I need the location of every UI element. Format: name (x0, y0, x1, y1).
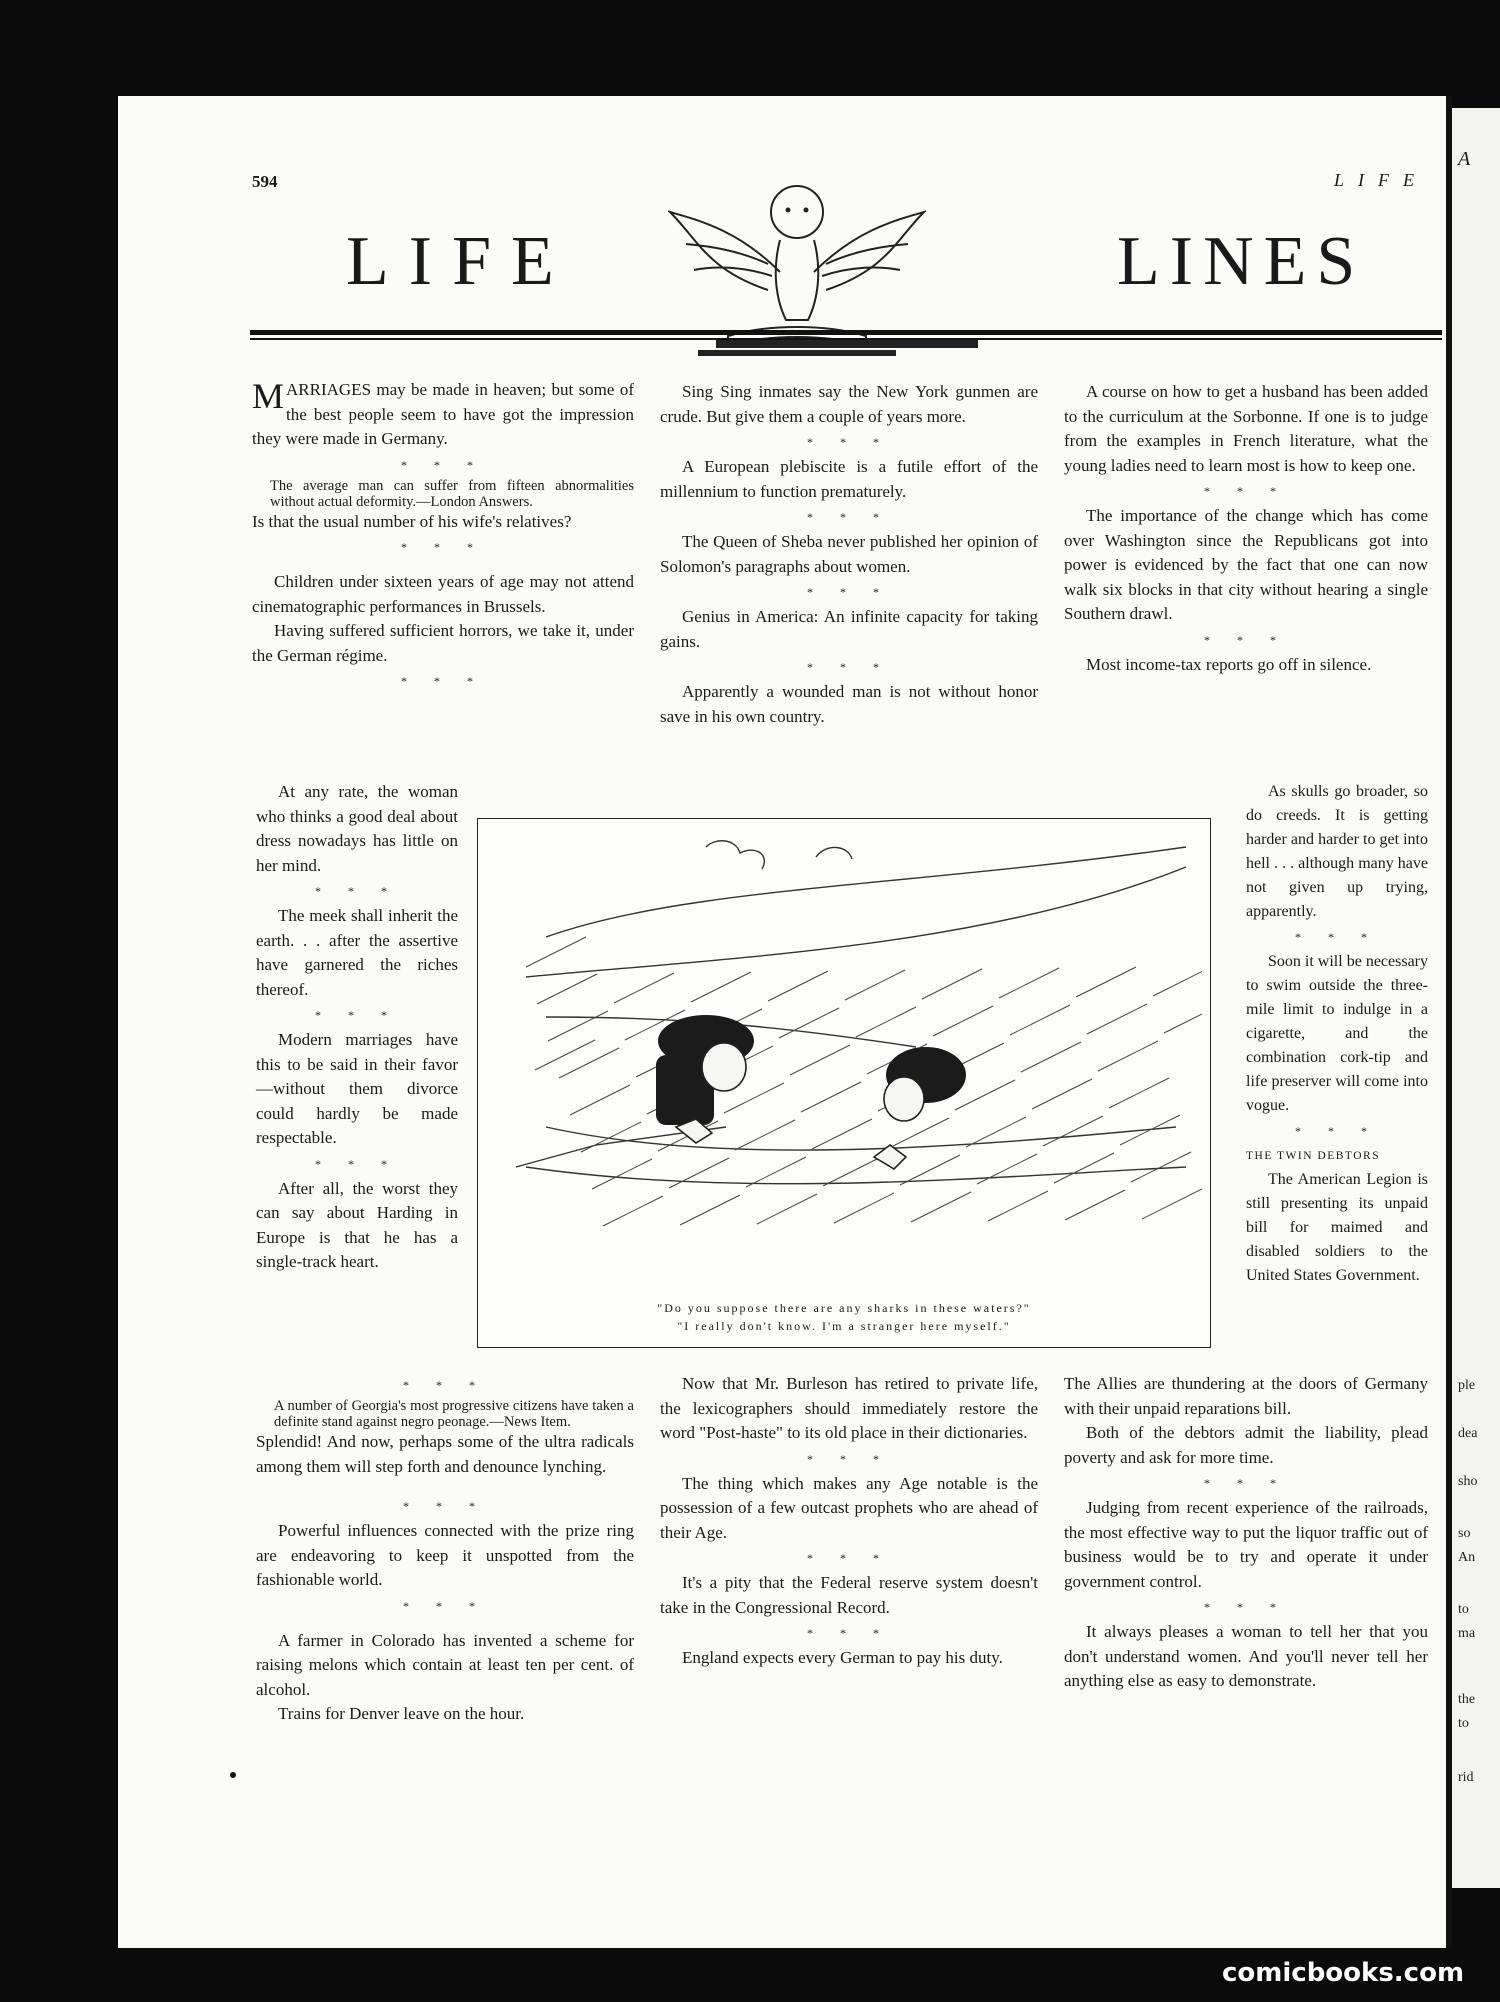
paragraph: Genius in America: An infinite capacity for taking gains. (660, 607, 1038, 651)
separator-stars: * * * (315, 884, 399, 898)
hatch-stroke (779, 1008, 839, 1038)
hatch-stroke (999, 968, 1059, 998)
quoted-item: The average man can suffer from fifteen abnormalities without actual deformity.—London Answers. (270, 477, 634, 510)
paragraph: Children under sixteen years of age may not attend cinematographic performances in Brussels. (252, 572, 634, 616)
paragraph: Apparently a wounded man is not without honor save in his own country. (660, 682, 1038, 726)
paragraph: Sing Sing inmates say the New York gunmen are crude. But give them a couple of years more. (660, 382, 1038, 426)
hatch-stroke (812, 1119, 872, 1149)
cartoon-caption-line-2: "I really don't know. I'm a stranger here myself." (677, 1319, 1011, 1333)
paragraph: England expects every German to pay his duty. (682, 1648, 1003, 1667)
hatch-stroke (526, 937, 586, 967)
hatch-stroke (757, 1194, 817, 1224)
adjacent-fragment: the (1458, 1692, 1476, 1707)
quoted-item: A number of Georgia's most progressive citizens have taken a definite stand against negro peonage.—News Item. (274, 1398, 634, 1430)
hatch-stroke (1142, 1189, 1202, 1219)
paragraph: Is that the usual number of his wife's relatives? (252, 511, 572, 531)
hatch-stroke (1164, 1003, 1202, 1033)
hatch-stroke (977, 1154, 1037, 1184)
column-1-narrow (256, 780, 458, 1275)
adjacent-fragment: ple (1458, 1378, 1476, 1393)
separator-stars: * * * (1204, 1476, 1288, 1490)
masthead-right: LINES (1117, 223, 1366, 300)
hatch-stroke (581, 1122, 641, 1152)
adjacent-fragment: to (1458, 1716, 1469, 1731)
hatch-stroke (988, 1191, 1048, 1221)
hatch-stroke (535, 1040, 595, 1070)
masthead-left: LIFE (346, 223, 574, 300)
hatch-stroke (1010, 1005, 1070, 1035)
separator-stars: * * * (1204, 632, 1288, 647)
separator-stars: * * * (807, 660, 891, 674)
hatch-stroke (823, 1156, 883, 1186)
paragraph: The Queen of Sheba never published her opinion of Solomon's paragraphs about women. (660, 532, 1038, 576)
section-heading: THE TWIN DEBTORS (1246, 1150, 1381, 1162)
hatch-stroke (592, 1159, 652, 1189)
adjacent-fragment: rid (1458, 1770, 1474, 1785)
hatch-stroke (1032, 1079, 1092, 1109)
separator-stars: * * * (1204, 1600, 1288, 1614)
separator-stars: * * * (807, 585, 891, 599)
paragraph: ARRIAGES may be made in heaven; but some of the best people seem to have got the impression they were made in Germany. (252, 380, 634, 448)
hatch-stroke (570, 1085, 630, 1115)
hatch-stroke (1087, 1004, 1147, 1034)
hatch-stroke (933, 1006, 993, 1036)
hatch-stroke (1065, 1190, 1125, 1220)
hatch-stroke (559, 1048, 619, 1078)
adjacent-fragment: ma (1458, 1626, 1476, 1641)
paragraph: The American Legion is still presenting its unpaid bill for maimed and disabled soldiers to the United States Government. (1246, 1171, 1428, 1284)
hatch-stroke (845, 970, 905, 1000)
paragraph: Both of the debtors admit the liability, plead poverty and ask for more time. (1064, 1423, 1428, 1467)
running-head: LIFE (1334, 170, 1428, 190)
paragraph: A farmer in Colorado has invented a scheme for raising melons which contain at least ten per cent. of alcohol. (256, 1630, 634, 1699)
hatch-stroke (790, 1045, 850, 1075)
hatch-stroke (856, 1007, 916, 1037)
adjacent-fragment: to (1458, 1602, 1469, 1617)
column-3-upper (1064, 380, 1428, 677)
scan-speck (230, 1772, 236, 1778)
hatch-stroke (922, 969, 982, 999)
paragraph: The meek shall inherit the earth. . . after the assertive have garnered the riches thereof. (256, 906, 458, 999)
separator-stars: * * * (1295, 1124, 1379, 1138)
separator-stars: * * * (403, 1378, 487, 1392)
hatch-stroke (1109, 1078, 1169, 1108)
separator-stars: * * * (403, 1499, 487, 1513)
hatch-stroke (1021, 1042, 1081, 1072)
separator-stars: * * * (401, 457, 485, 472)
hatch-stroke (955, 1080, 1015, 1110)
separator-stars: * * * (807, 1551, 891, 1565)
column-2-lower (660, 1372, 1038, 1671)
cartoon-illustration (477, 818, 1211, 1348)
hatch-stroke (1098, 1041, 1158, 1071)
cartoon-drawing (486, 827, 1202, 1287)
hatch-stroke (911, 1192, 971, 1222)
separator-stars: * * * (807, 1626, 891, 1640)
hatch-stroke (548, 1011, 608, 1041)
paragraph: Having suffered sufficient horrors, we take it, under the German régime. (252, 621, 634, 665)
page-number: 594 (252, 172, 278, 191)
paragraph: A course on how to get a husband has been added to the curriculum at the Sorbonne. If one is to judge from the examples in French literature, what the young ladies need to learn most is how to keep one. (1064, 382, 1428, 475)
adjacent-fragment: sho (1458, 1474, 1478, 1489)
separator-stars: * * * (403, 1598, 487, 1613)
column-3-narrow (1246, 780, 1428, 1288)
masthead-rule (250, 326, 1442, 348)
paragraph: The importance of the change which has come over Washington since the Republicans got into power is evidenced by the fact that one can now walk six blocks in that city without hearing a single Southern drawl. (1064, 506, 1428, 623)
adjacent-fragment: dea (1458, 1426, 1478, 1441)
hatch-stroke (603, 1196, 663, 1226)
hatch-stroke (1043, 1116, 1103, 1146)
hatch-stroke (691, 972, 751, 1002)
hatch-stroke (801, 1082, 861, 1112)
paragraph: A European plebiscite is a futile effort of the millennium to function prematurely. (660, 457, 1038, 501)
hatch-stroke (1120, 1115, 1180, 1145)
paragraph: The thing which makes any Age notable is the possession of a few outcast prophets who are ahead of their Age. (660, 1473, 1038, 1542)
hatch-stroke (1153, 966, 1202, 996)
separator-stars: * * * (401, 540, 485, 554)
paragraph: The Allies are thundering at the doors of Germany with their unpaid reparations bill. (1064, 1374, 1428, 1418)
adjacent-page-head: A (1458, 148, 1471, 170)
hatch-stroke (834, 1193, 894, 1223)
paragraph: Trains for Denver leave on the hour. (278, 1704, 525, 1723)
hatch-stroke (1054, 1153, 1114, 1183)
column-1-lower (256, 1372, 634, 1727)
separator-stars: * * * (1295, 930, 1379, 944)
hatch-stroke (680, 1195, 740, 1225)
hatch-stroke (1076, 967, 1136, 997)
paragraph: Splendid! And now, perhaps some of the ultra radicals among them will step forth and denounce lynching. (256, 1432, 634, 1476)
separator-stars: * * * (315, 1156, 399, 1171)
paragraph: After all, the worst they can say about Harding in Europe is that he has a single-track heart. (256, 1178, 458, 1271)
paragraph: It always pleases a woman to tell her that you don't understand women. And you'll never tell her anything else as easy to demonstrate. (1064, 1622, 1428, 1690)
paragraph: Soon it will be necessary to swim outside the three-mile limit to indulge in a cigarette, and the combination cork-tip and life preserver will come into vogue. (1246, 953, 1428, 1114)
adjacent-fragment: so (1458, 1526, 1471, 1541)
hatch-stroke (537, 974, 597, 1004)
hatch-stroke (746, 1157, 806, 1187)
cartoon-caption-line-1: "Do you suppose there are any sharks in these waters?" (657, 1301, 1031, 1315)
adjacent-fragment: An (1458, 1550, 1476, 1565)
column-2-upper (660, 380, 1038, 729)
separator-stars: * * * (401, 674, 485, 688)
paragraph: Judging from recent experience of the railroads, the most effective way to put the liquor traffic out of business would be to try and operate it under government control. (1064, 1498, 1428, 1591)
paragraph: Most income-tax reports go off in silence. (1086, 654, 1372, 674)
paragraph: As skulls go broader, so do creeds. It is getting harder and harder to get into hell . . . although many have not given up trying, apparently. (1246, 783, 1428, 920)
hatch-stroke (669, 1158, 729, 1188)
hatch-stroke (735, 1120, 795, 1150)
separator-stars: * * * (1204, 484, 1288, 498)
column-1-upper (252, 378, 634, 694)
separator-stars: * * * (807, 435, 891, 449)
paragraph: At any rate, the woman who thinks a good deal about dress nowadays has little on her mind. (256, 782, 458, 875)
separator-stars: * * * (807, 1451, 891, 1466)
drop-cap: M (252, 376, 285, 416)
hatch-stroke (768, 971, 828, 1001)
paragraph: Now that Mr. Burleson has retired to private life, the lexicographers should immediately restore the word "Post-haste" to its old place in their dictionaries. (660, 1374, 1038, 1442)
paragraph: Modern marriages have this to be said in their favor—without them divorce could hardly be made respectable. (256, 1030, 458, 1147)
watermark: comicbooks.com (1222, 1958, 1465, 1988)
column-3-lower (1064, 1372, 1428, 1694)
paragraph: It's a pity that the Federal reserve system doesn't take in the Congressional Record. (660, 1573, 1038, 1617)
separator-stars: * * * (807, 510, 891, 524)
hatch-stroke (889, 1118, 949, 1148)
paragraph: Powerful influences connected with the prize ring are endeavoring to keep it unspotted from the fashionable world. (256, 1521, 634, 1589)
hatch-stroke (614, 973, 674, 1003)
adjacent-page-edge (1452, 108, 1500, 1888)
separator-stars: * * * (315, 1008, 399, 1022)
